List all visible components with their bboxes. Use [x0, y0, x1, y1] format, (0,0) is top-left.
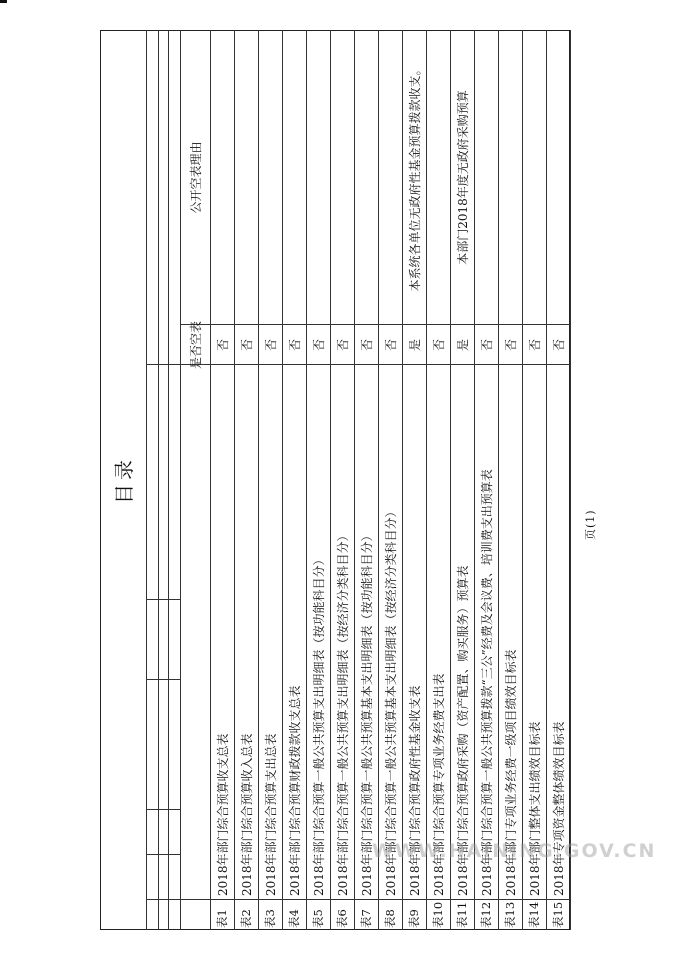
watermark: WWW.HAINING.GOV.CN: [372, 840, 657, 862]
header-is-empty: 是否空表: [188, 320, 203, 369]
blank-col-tick: [146, 809, 180, 810]
row-number: 表12: [479, 901, 493, 928]
is-empty-value: 否: [479, 339, 494, 352]
empty-reason: [378, 34, 402, 321]
is-empty-value: 否: [359, 339, 374, 352]
is-empty-value: 否: [311, 339, 326, 352]
row-line: [570, 30, 571, 930]
table-name: 2018年部门综合预算收入总表: [239, 733, 254, 896]
row-number: 表14: [527, 901, 541, 928]
table-name: 2018年部门综合预算一般公共预算基本支出明细表（按经济分类科目分）: [383, 505, 398, 896]
header-name: [180, 371, 210, 894]
empty-reason: [258, 34, 282, 321]
row-number: 表4: [287, 909, 301, 928]
empty-reason: [498, 34, 522, 321]
corner-mark: [0, 0, 7, 3]
empty-reason: [234, 34, 258, 321]
is-empty-value: 否: [431, 339, 446, 352]
empty-reason: [282, 34, 306, 321]
row-number: 表7: [359, 909, 373, 928]
empty-reason: [546, 34, 570, 321]
table-name: 2018年部门专项业务经费一级项目绩效目标表: [503, 649, 518, 896]
table-name: 2018年部门综合预算一般公共预算基本支出明细表（按功能科目分）: [359, 529, 374, 896]
row-number: 表10: [431, 901, 445, 928]
empty-reason: [522, 34, 546, 321]
blank-col-tick: [146, 854, 180, 855]
blank-col-tick: [146, 599, 180, 600]
table-name: 2018年部门综合预算财政拨款收支总表: [287, 685, 302, 896]
table-name: 2018年部门综合预算政府采购（资产配置、购买服务）预算表: [455, 565, 470, 896]
blank-row-line: [158, 30, 159, 930]
table-name: 2018年部门综合预算专项业务经费支出表: [431, 673, 446, 896]
row-number: 表1: [215, 909, 229, 928]
row-number: 表3: [263, 909, 277, 928]
row-number: 表2: [239, 909, 253, 928]
blank-row-line: [168, 30, 169, 930]
is-empty-value: 是: [407, 339, 422, 352]
is-empty-value: 否: [215, 339, 230, 352]
table-name: 2018年专项资金整体绩效目标表: [551, 721, 566, 896]
empty-reason: 本系统各单位无政府性基金预算拨款收支。: [407, 63, 422, 292]
is-empty-value: 否: [383, 339, 398, 352]
row-number: 表15: [551, 901, 565, 928]
is-empty-value: 否: [239, 339, 254, 352]
is-empty-value: 是: [455, 339, 470, 352]
is-empty-value: 否: [335, 339, 350, 352]
is-empty-value: 否: [263, 339, 278, 352]
rotated-page: [100, 30, 597, 930]
is-empty-value: 否: [551, 339, 566, 352]
empty-reason: [306, 34, 330, 321]
is-empty-value: 否: [503, 339, 518, 352]
empty-reason: [330, 34, 354, 321]
blank-col-tick: [146, 899, 180, 900]
title-divider: [146, 30, 147, 930]
blank-col-tick: [146, 679, 180, 680]
header-reason: 公开空表理由: [188, 141, 203, 214]
table-name: 2018年部门综合预算一般公共预算支出明细表（按经济分类科目分）: [335, 529, 350, 896]
table-name: 2018年部门综合预算支出总表: [263, 733, 278, 896]
row-number: 表6: [335, 909, 349, 928]
empty-reason: [474, 34, 498, 321]
row-number: 表8: [383, 909, 397, 928]
empty-reason: [426, 34, 450, 321]
row-number: 表5: [311, 909, 325, 928]
row-number: 表11: [455, 901, 469, 928]
empty-reason: [210, 34, 234, 321]
empty-reason: [354, 34, 378, 321]
table-name: 2018年部门综合预算收支总表: [215, 733, 230, 896]
page-footer: 页(1): [584, 509, 597, 540]
table-name: 2018年部门综合预算一般公共预算支出明细表（按功能科目分）: [311, 553, 326, 896]
blank-col-tick: [146, 364, 180, 365]
is-empty-value: 否: [287, 339, 302, 352]
table-name: 2018年部门综合预算政府性基金收支表: [407, 685, 422, 896]
row-number: 表9: [407, 909, 421, 928]
row-number: 表13: [503, 901, 517, 928]
table-name: 2018年部门整体支出绩效目标表: [527, 721, 542, 896]
page-title: 目录: [112, 456, 136, 504]
is-empty-value: 否: [527, 339, 542, 352]
table-name: 2018年部门综合预算一般公共预算拨款“三公”经费及会议费、培训费支出预算表: [479, 469, 494, 896]
empty-reason: 本部门2018年度无政府采购预算: [455, 90, 470, 265]
